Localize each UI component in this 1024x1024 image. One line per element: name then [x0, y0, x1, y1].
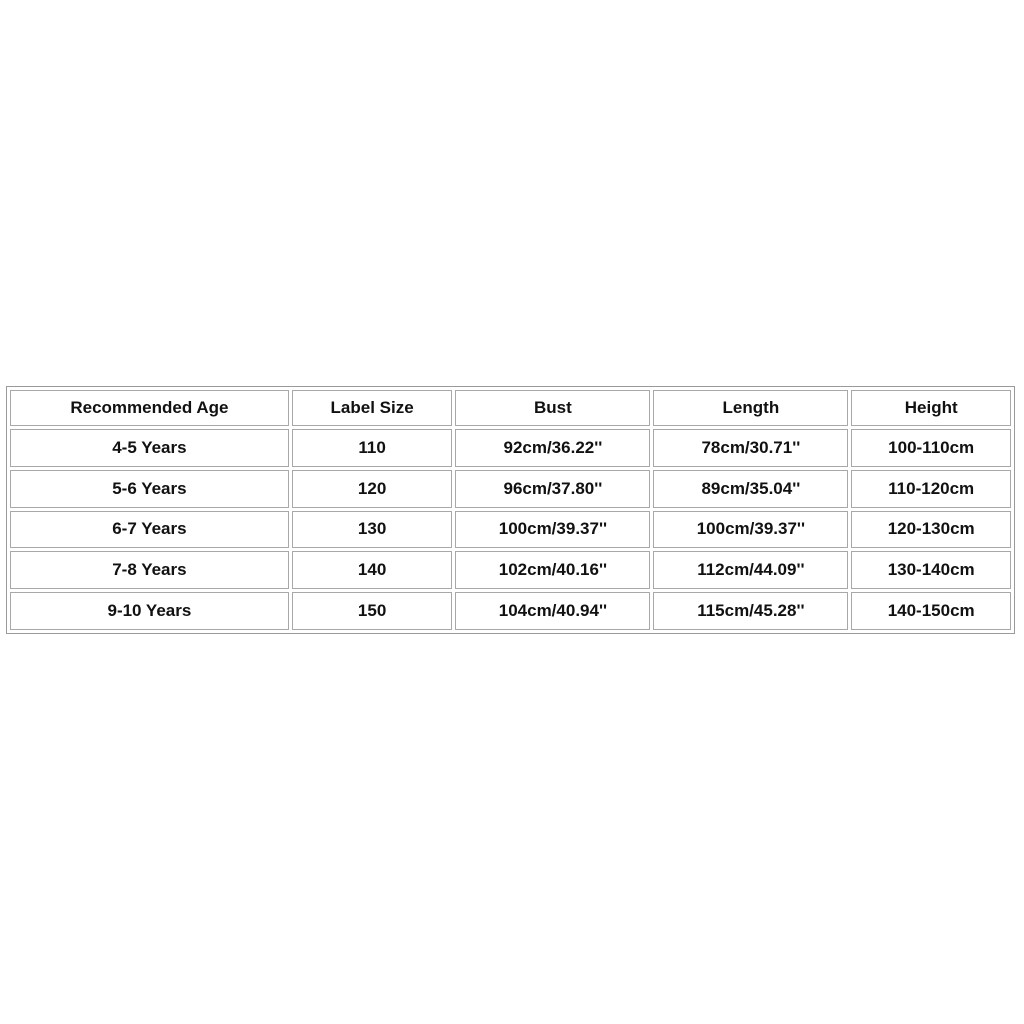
header-length: Length [653, 390, 848, 426]
cell-age: 5-6 Years [10, 470, 289, 508]
cell-label-size: 130 [292, 511, 453, 549]
cell-bust: 100cm/39.37'' [455, 511, 650, 549]
header-label-size: Label Size [292, 390, 453, 426]
cell-height: 100-110cm [851, 429, 1011, 467]
cell-bust: 102cm/40.16'' [455, 551, 650, 589]
cell-height: 140-150cm [851, 592, 1011, 630]
table-header-row [10, 390, 1011, 426]
header-height: Height [851, 390, 1011, 426]
cell-length: 112cm/44.09'' [653, 551, 848, 589]
cell-bust: 96cm/37.80'' [455, 470, 650, 508]
cell-length: 100cm/39.37'' [653, 511, 848, 549]
cell-label-size: 150 [292, 592, 453, 630]
cell-label-size: 140 [292, 551, 453, 589]
cell-age: 4-5 Years [10, 429, 289, 467]
cell-height: 110-120cm [851, 470, 1011, 508]
table-row [10, 592, 1011, 630]
cell-length: 115cm/45.28'' [653, 592, 848, 630]
cell-bust: 92cm/36.22'' [455, 429, 650, 467]
table-row [10, 511, 1011, 549]
cell-label-size: 110 [292, 429, 453, 467]
cell-bust: 104cm/40.94'' [455, 592, 650, 630]
header-bust: Bust [455, 390, 650, 426]
cell-height: 130-140cm [851, 551, 1011, 589]
cell-age: 9-10 Years [10, 592, 289, 630]
table-row [10, 429, 1011, 467]
header-recommended-age: Recommended Age [10, 390, 289, 426]
cell-label-size: 120 [292, 470, 453, 508]
cell-length: 78cm/30.71'' [653, 429, 848, 467]
table-row [10, 470, 1011, 508]
cell-age: 6-7 Years [10, 511, 289, 549]
size-chart-table [6, 386, 1015, 634]
cell-age: 7-8 Years [10, 551, 289, 589]
table-row [10, 551, 1011, 589]
cell-length: 89cm/35.04'' [653, 470, 848, 508]
cell-height: 120-130cm [851, 511, 1011, 549]
